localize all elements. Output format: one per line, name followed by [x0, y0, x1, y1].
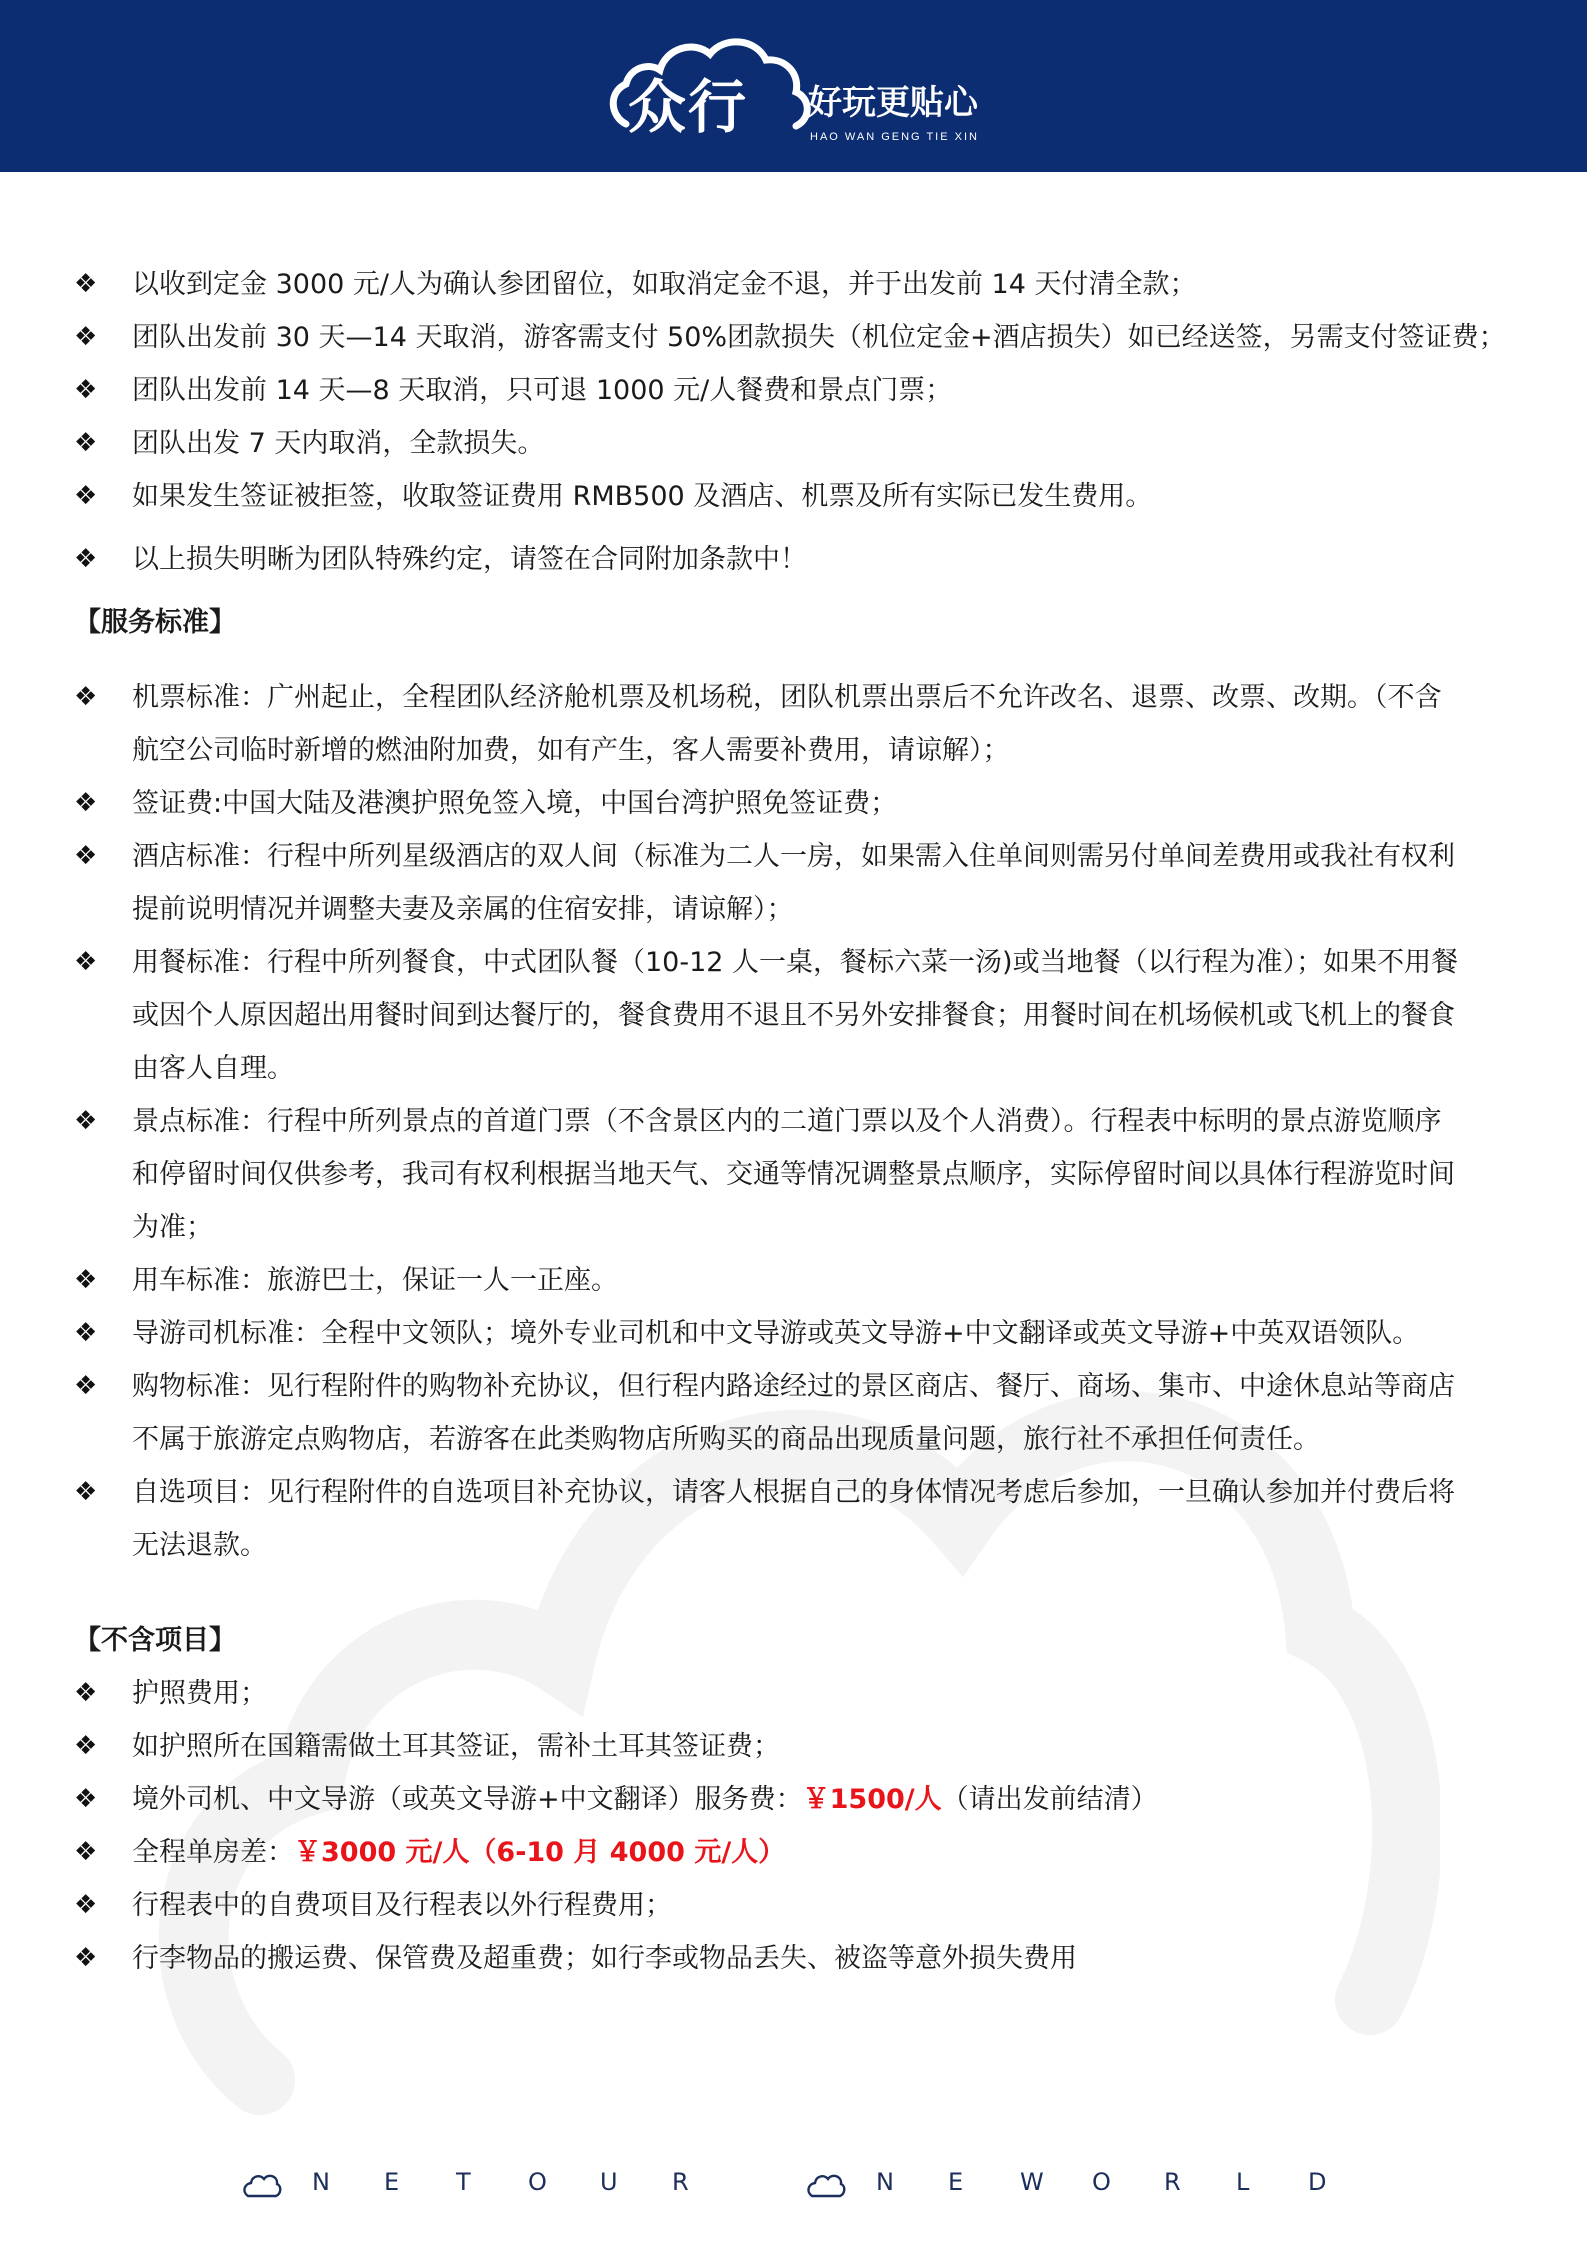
list-item: ❖ 用车标准：旅游巴士，保证一人一正座。 [72, 1254, 1512, 1307]
diamond-bullet-icon: ❖ [74, 269, 98, 299]
list-item: ❖ 团队出发前 14 天—8 天取消，只可退 1000 元/人餐费和景点门票； [72, 364, 1512, 417]
cloud-icon [806, 2170, 846, 2200]
diamond-bullet-icon: ❖ [74, 544, 98, 574]
cloud-icon [242, 2170, 282, 2200]
diamond-bullet-icon: ❖ [74, 428, 98, 458]
diamond-bullet-icon: ❖ [74, 682, 98, 712]
diamond-bullet-icon: ❖ [74, 1837, 98, 1867]
list-item: ❖ 如护照所在国籍需做土耳其签证，需补土耳其签证费； [72, 1720, 1512, 1773]
list-item: ❖ 以收到定金 3000 元/人为确认参团留位，如取消定金不退，并于出发前 14 天付清全款； [72, 258, 1512, 311]
diamond-bullet-icon: ❖ [74, 1943, 98, 1973]
diamond-bullet-icon: ❖ [74, 1318, 98, 1348]
list-item: ❖ 护照费用； [72, 1667, 1512, 1720]
list-item: ❖ 全程单房差：￥3000 元/人（6-10 月 4000 元/人） [72, 1826, 1512, 1879]
list-item: ❖ 机票标准：广州起止，全程团队经济舱机票及机场税，团队机票出票后不允许改名、退票、改票、改期。（不含 航空公司临时新增的燃油附加费，如有产生，客人需要补费用，请谅解）； [72, 671, 1512, 777]
single-room-price: ￥3000 元/人（6-10 月 4000 元/人） [294, 1837, 786, 1868]
footer [0, 2166, 1587, 2206]
list-item: ❖ 酒店标准：行程中所列星级酒店的双人间（标准为二人一房，如果需入住单间则需另付单间差费用或我社有权利 提前说明情况并调整夫妻及亲属的住宿安排，请谅解）； [72, 830, 1512, 936]
brand-logo [590, 28, 1010, 152]
list-item: ❖ 景点标准：行程中所列景点的首道门票（不含景区内的二道门票以及个人消费）。行程表中标明的景点游览顺序 和停留时间仅供参考，我司有权利根据当地天气、交通等情况调整景点顺序，实际停留时间以具体行程游览时间 为准； [72, 1095, 1512, 1254]
diamond-bullet-icon: ❖ [74, 788, 98, 818]
diamond-bullet-icon: ❖ [74, 1784, 98, 1814]
diamond-bullet-icon: ❖ [74, 1890, 98, 1920]
list-item: ❖ 行程表中的自费项目及行程表以外行程费用； [72, 1879, 1512, 1932]
list-item: ❖ 以上损失明晰为团队特殊约定，请签在合同附加条款中！ [72, 533, 1512, 586]
diamond-bullet-icon: ❖ [74, 1731, 98, 1761]
guide-fee-price: ￥1500/人 [802, 1784, 942, 1815]
list-item: ❖ 团队出发 7 天内取消，全款损失。 [72, 417, 1512, 470]
diamond-bullet-icon: ❖ [74, 322, 98, 352]
diamond-bullet-icon: ❖ [74, 375, 98, 405]
list-item: ❖ 行李物品的搬运费、保管费及超重费；如行李或物品丢失、被盗等意外损失费用 [72, 1932, 1512, 1985]
list-item: ❖ 签证费:中国大陆及港澳护照免签入境，中国台湾护照免签证费； [72, 777, 1512, 830]
list-item: ❖ 自选项目：见行程附件的自选项目补充协议，请客人根据自己的身体情况考虑后参加，一旦确认参加并付费后将 无法退款。 [72, 1466, 1512, 1572]
slogan-pinyin: HAO WAN GENG TIE XIN [810, 131, 979, 143]
diamond-bullet-icon: ❖ [74, 1371, 98, 1401]
section-heading-service: 【服务标准】 [74, 607, 236, 638]
document-body [72, 258, 1512, 1985]
diamond-bullet-icon: ❖ [74, 1106, 98, 1136]
list-item: ❖ 导游司机标准：全程中文领队；境外专业司机和中文导游或英文导游+中文翻译或英文导游+中英双语领队。 [72, 1307, 1512, 1360]
footer-oneworld: N E W O R L D [806, 2166, 1366, 2206]
brand-name: 众行 [628, 73, 749, 141]
header-banner [0, 0, 1587, 172]
list-item: ❖ 如果发生签证被拒签，收取签证费用 RMB500 及酒店、机票及所有实际已发生费用。 [72, 470, 1512, 523]
list-item: ❖ 购物标准：见行程附件的购物补充协议，但行程内路途经过的景区商店、餐厅、商场、集市、中途休息站等商店 不属于旅游定点购物店，若游客在此类购物店所购买的商品出现质量问题，旅行社不承担任何责任。 [72, 1360, 1512, 1466]
list-item: ❖ 境外司机、中文导游（或英文导游+中文翻译）服务费：￥1500/人（请出发前结清） [72, 1773, 1512, 1826]
diamond-bullet-icon: ❖ [74, 481, 98, 511]
diamond-bullet-icon: ❖ [74, 947, 98, 977]
diamond-bullet-icon: ❖ [74, 1265, 98, 1295]
section-heading-excluded: 【不含项目】 [74, 1625, 236, 1656]
slogan: 好玩更贴心 [808, 83, 978, 123]
footer-onetour: N E T O U R [242, 2166, 762, 2206]
diamond-bullet-icon: ❖ [74, 841, 98, 871]
list-item: ❖ 用餐标准：行程中所列餐食，中式团队餐（10-12 人一桌，餐标六菜一汤)或当地餐（以行程为准）；如果不用餐 或因个人原因超出用餐时间到达餐厅的，餐食费用不退且不另外安排餐食；用餐时间在机场候机或飞机上的餐食 由客人自理。 [72, 936, 1512, 1095]
diamond-bullet-icon: ❖ [74, 1477, 98, 1507]
list-item: ❖ 团队出发前 30 天—14 天取消，游客需支付 50%团款损失（机位定金+酒店损失）如已经送签，另需支付签证费； [72, 311, 1512, 364]
diamond-bullet-icon: ❖ [74, 1678, 98, 1708]
